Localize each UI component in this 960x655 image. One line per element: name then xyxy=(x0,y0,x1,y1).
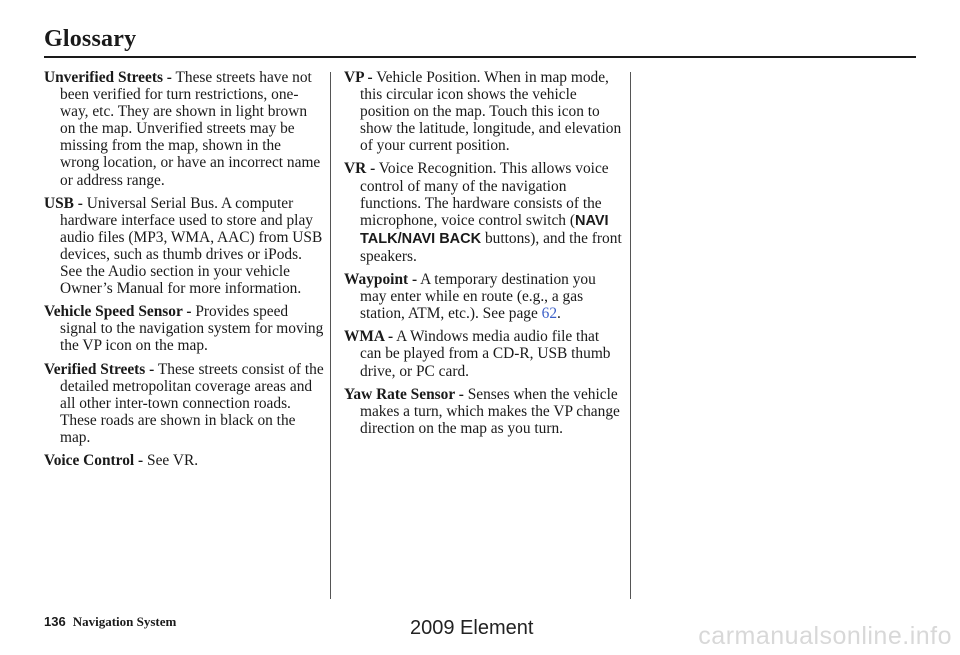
glossary-term: Vehicle Speed Sensor - xyxy=(44,303,192,321)
glossary-column-right xyxy=(344,69,624,443)
page-62-link[interactable]: 62 xyxy=(541,305,558,323)
glossary-entry-vehicle-speed-sensor xyxy=(44,303,324,354)
glossary-definition: These streets consist of the detailed metropolitan coverage areas and all other inter-town connection roads. These roads are shown in black on the map. xyxy=(60,360,324,446)
glossary-entry-voice-control xyxy=(44,452,324,469)
glossary-definition: Voice Recognition. This allows voice control of many of the navigation functions. The hardware consists of the microphone, voice control switch ( xyxy=(360,160,609,229)
glossary-definition: Senses when the vehicle makes a turn, which makes the VP change direction on the map as you turn. xyxy=(360,385,620,437)
section-name: Navigation System xyxy=(72,614,177,629)
glossary-definition-end: . xyxy=(557,305,561,323)
glossary-term: VP - xyxy=(344,69,373,86)
column-divider-left xyxy=(330,72,331,599)
page-title: Glossary xyxy=(44,26,137,52)
glossary-term: VR - xyxy=(344,160,376,178)
glossary-definition: These streets have not been verified for turn restrictions, one-way, etc. They are shown in light brown on the map. Unverified streets may be missing from the map, shown in the wrong location, or have an incorrect name or address range. xyxy=(60,69,321,189)
glossary-definition: Vehicle Position. When in map mode, this circular icon shows the vehicle position on the map. Touch this icon to show the latitude, longitude, and elevation of your current position. xyxy=(360,69,622,155)
glossary-term: Waypoint - xyxy=(344,271,418,289)
column-divider-right xyxy=(630,72,631,599)
glossary-entry-usb xyxy=(44,195,324,298)
page-number: 136 xyxy=(44,614,66,629)
glossary-term: WMA - xyxy=(344,328,394,346)
glossary-entry-yaw-rate-sensor xyxy=(344,386,624,437)
glossary-definition: A Windows media audio file that can be played from a CD-R, USB thumb drive, or PC card. xyxy=(360,328,611,380)
glossary-entry-wma xyxy=(344,328,624,379)
glossary-term: USB - xyxy=(44,194,83,212)
title-rule xyxy=(44,56,916,58)
glossary-definition: Universal Serial Bus. A computer hardware interface used to store and play audio files (MP3, WMA, AAC) from USB devices, such as thumb drives or iPods. See the Audio section in your vehicle Owner’s Manual for more information. xyxy=(60,194,323,298)
navi-talk-back-button-label: NAVI TALK/NAVI BACK xyxy=(360,212,609,247)
page-footer xyxy=(44,614,176,630)
model-watermark: 2009 Element xyxy=(410,617,534,639)
glossary-entry-verified-streets xyxy=(44,361,324,446)
glossary-entry-vr xyxy=(344,160,624,265)
glossary-definition: A temporary destination you may enter while en route (e.g., a gas station, ATM, etc.). See page xyxy=(360,271,596,323)
glossary-entry-waypoint xyxy=(344,271,624,322)
glossary-term: Unverified Streets - xyxy=(44,69,172,86)
site-watermark: carmanualsonline.info xyxy=(698,622,952,650)
glossary-definition: Provides speed signal to the navigation system for moving the VP icon on the map. xyxy=(60,303,324,355)
glossary-definition: See VR. xyxy=(143,451,199,469)
glossary-term: Voice Control - xyxy=(44,451,144,469)
glossary-column-left xyxy=(44,69,324,475)
glossary-entry-unverified-streets xyxy=(44,69,324,189)
glossary-term: Yaw Rate Sensor - xyxy=(344,385,464,403)
glossary-definition-cont: buttons), and the front speakers. xyxy=(360,229,622,265)
glossary-entry-vp xyxy=(344,69,624,154)
glossary-term: Verified Streets - xyxy=(44,360,155,378)
